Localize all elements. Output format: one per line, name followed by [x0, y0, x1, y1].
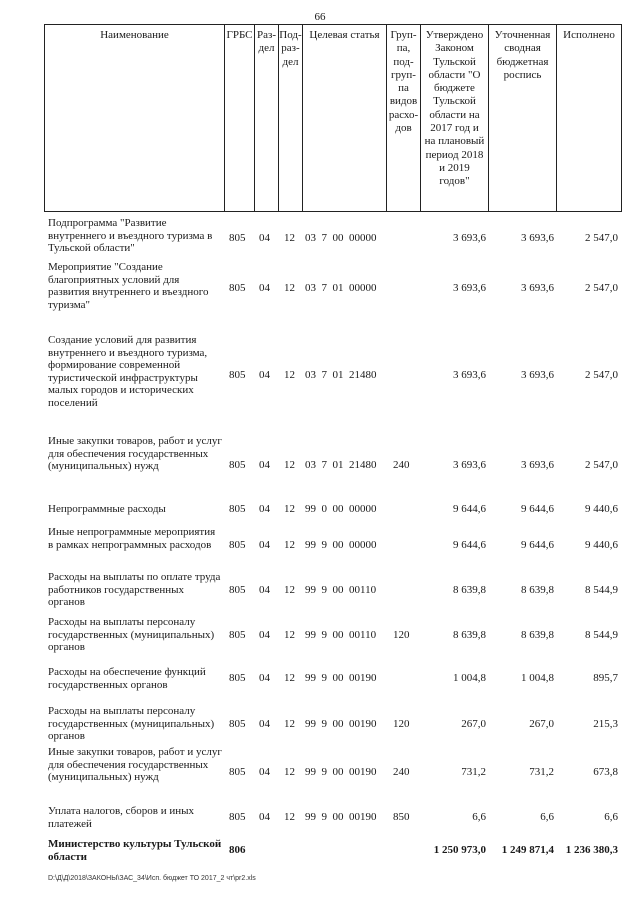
row-approved: 9 644,6: [453, 539, 486, 551]
row-executed: 895,7: [593, 672, 618, 684]
row-grbs: 805: [229, 811, 246, 823]
row-name: Иные непрограммные мероприятия в рамках непрограммных расходов: [48, 526, 216, 551]
row-podrazdel: 12: [284, 672, 295, 684]
row-refined: 6,6: [540, 811, 554, 823]
row-name: Расходы на выплаты по оплате труда работников государственных органов: [48, 571, 221, 608]
header-grbs: ГРБС: [224, 24, 254, 212]
row-podrazdel: 12: [284, 539, 295, 551]
row-name: Непрограммные расходы: [48, 503, 166, 515]
row-refined: 1 004,8: [521, 672, 554, 684]
row-razdel: 04: [259, 811, 270, 823]
row-razdel: 04: [259, 672, 270, 684]
row-executed: 2 547,0: [585, 232, 618, 244]
row-podrazdel: 12: [284, 584, 295, 596]
header-group: Груп- па, под- груп- па видов расхо- дов: [386, 24, 420, 212]
row-razdel: 04: [259, 584, 270, 596]
row-approved: 267,0: [461, 718, 486, 730]
row-name: Министерство культуры Тульской области: [48, 838, 222, 863]
row-target: 99 9 00 00110: [305, 629, 377, 641]
row-executed: 9 440,6: [585, 503, 618, 515]
row-name: Расходы на обеспечение функций государственных органов: [48, 666, 206, 691]
row-target: 03 7 01 00000: [305, 282, 377, 294]
row-group: 240: [393, 459, 410, 471]
row-group: 240: [393, 766, 410, 778]
row-name: Мероприятие "Создание благоприятных условий для развития внутреннего и въездного туризма": [48, 261, 209, 311]
row-name: Расходы на выплаты персоналу государственных (муниципальных) органов: [48, 616, 215, 653]
row-grbs: 805: [229, 718, 246, 730]
row-refined: 8 639,8: [521, 584, 554, 596]
row-podrazdel: 12: [284, 282, 295, 294]
row-podrazdel: 12: [284, 766, 295, 778]
row-group: 120: [393, 718, 410, 730]
row-name: Расходы на выплаты персоналу государственных (муниципальных) органов: [48, 705, 215, 742]
row-podrazdel: 12: [284, 718, 295, 730]
header-approved: Утверждено Законом Тульской области "О бюджете Тульской области на 2017 год и на плановый период 2018 и 2019 годов": [420, 24, 488, 212]
row-executed: 673,8: [593, 766, 618, 778]
row-name: Подпрограмма "Развитие внутреннего и въездного туризма в Тульской области": [48, 217, 213, 254]
row-grbs: 805: [229, 629, 246, 641]
row-podrazdel: 12: [284, 232, 295, 244]
row-grbs: 805: [229, 459, 246, 471]
row-razdel: 04: [259, 766, 270, 778]
row-grbs: 806: [229, 844, 246, 856]
row-target: 03 7 00 00000: [305, 232, 377, 244]
row-target: 99 9 00 00190: [305, 718, 377, 730]
row-executed: 2 547,0: [585, 282, 618, 294]
row-target: 03 7 01 21480: [305, 459, 377, 471]
row-grbs: 805: [229, 503, 246, 515]
row-refined: 267,0: [529, 718, 554, 730]
row-approved: 6,6: [472, 811, 486, 823]
row-refined: 8 639,8: [521, 629, 554, 641]
row-executed: 8 544,9: [585, 584, 618, 596]
row-target: 99 9 00 00190: [305, 811, 377, 823]
row-name: Иные закупки товаров, работ и услуг для обеспечения государственных (муниципальных) нужд: [48, 435, 222, 472]
row-approved: 731,2: [461, 766, 486, 778]
row-refined: 3 693,6: [521, 232, 554, 244]
row-refined: 9 644,6: [521, 503, 554, 515]
row-target: 03 7 01 21480: [305, 369, 377, 381]
file-path-footer: D:\Д\Д\2018\ЗАКОНЫ\ЗАС_34\Исп. бюджет ТО 2017_2 чт\pr2.xls: [48, 875, 256, 882]
row-grbs: 805: [229, 369, 246, 381]
row-executed: 215,3: [593, 718, 618, 730]
row-executed: 9 440,6: [585, 539, 618, 551]
row-target: 99 9 00 00000: [305, 539, 377, 551]
page-number: 66: [314, 11, 326, 23]
row-grbs: 805: [229, 282, 246, 294]
row-executed: 2 547,0: [585, 369, 618, 381]
row-target: 99 9 00 00190: [305, 766, 377, 778]
row-grbs: 805: [229, 672, 246, 684]
row-refined: 9 644,6: [521, 539, 554, 551]
row-refined: 3 693,6: [521, 282, 554, 294]
row-approved: 9 644,6: [453, 503, 486, 515]
row-razdel: 04: [259, 369, 270, 381]
header-podrazdel: Под- раз- дел: [278, 24, 302, 212]
row-grbs: 805: [229, 766, 246, 778]
header-executed: Исполнено: [556, 24, 622, 212]
row-approved: 3 693,6: [453, 232, 486, 244]
header-razdel: Раз- дел: [254, 24, 278, 212]
row-executed: 2 547,0: [585, 459, 618, 471]
row-approved: 3 693,6: [453, 369, 486, 381]
row-razdel: 04: [259, 282, 270, 294]
row-podrazdel: 12: [284, 369, 295, 381]
header-name: Наименование: [44, 24, 224, 212]
row-refined: 3 693,6: [521, 369, 554, 381]
row-grbs: 805: [229, 539, 246, 551]
row-target: 99 9 00 00110: [305, 584, 377, 596]
row-target: 99 9 00 00190: [305, 672, 377, 684]
row-name: Создание условий для развития внутреннего и въездного туризма, формирование современной туристической инфраструктуры малых городов и исторических поселений: [48, 334, 208, 409]
row-razdel: 04: [259, 539, 270, 551]
row-name: Уплата налогов, сборов и иных платежей: [48, 805, 195, 830]
row-razdel: 04: [259, 718, 270, 730]
header-target: Целевая статья: [302, 24, 386, 212]
row-podrazdel: 12: [284, 459, 295, 471]
row-grbs: 805: [229, 232, 246, 244]
row-razdel: 04: [259, 629, 270, 641]
row-group: 120: [393, 629, 410, 641]
row-razdel: 04: [259, 459, 270, 471]
row-refined: 3 693,6: [521, 459, 554, 471]
row-approved: 3 693,6: [453, 459, 486, 471]
row-approved: 1 004,8: [453, 672, 486, 684]
row-group: 850: [393, 811, 410, 823]
row-approved: 8 639,8: [453, 629, 486, 641]
row-razdel: 04: [259, 503, 270, 515]
row-podrazdel: 12: [284, 503, 295, 515]
row-approved: 8 639,8: [453, 584, 486, 596]
row-podrazdel: 12: [284, 811, 295, 823]
row-refined: 731,2: [529, 766, 554, 778]
row-approved: 1 250 973,0: [433, 844, 486, 856]
header-refined: Уточненная сводная бюджетная роспись: [488, 24, 556, 212]
row-refined: 1 249 871,4: [501, 844, 554, 856]
row-target: 99 0 00 00000: [305, 503, 377, 515]
row-executed: 8 544,9: [585, 629, 618, 641]
row-name: Иные закупки товаров, работ и услуг для обеспечения государственных (муниципальных) нужд: [48, 746, 222, 783]
row-executed: 1 236 380,3: [565, 844, 618, 856]
row-approved: 3 693,6: [453, 282, 486, 294]
row-razdel: 04: [259, 232, 270, 244]
row-executed: 6,6: [604, 811, 618, 823]
row-grbs: 805: [229, 584, 246, 596]
row-podrazdel: 12: [284, 629, 295, 641]
